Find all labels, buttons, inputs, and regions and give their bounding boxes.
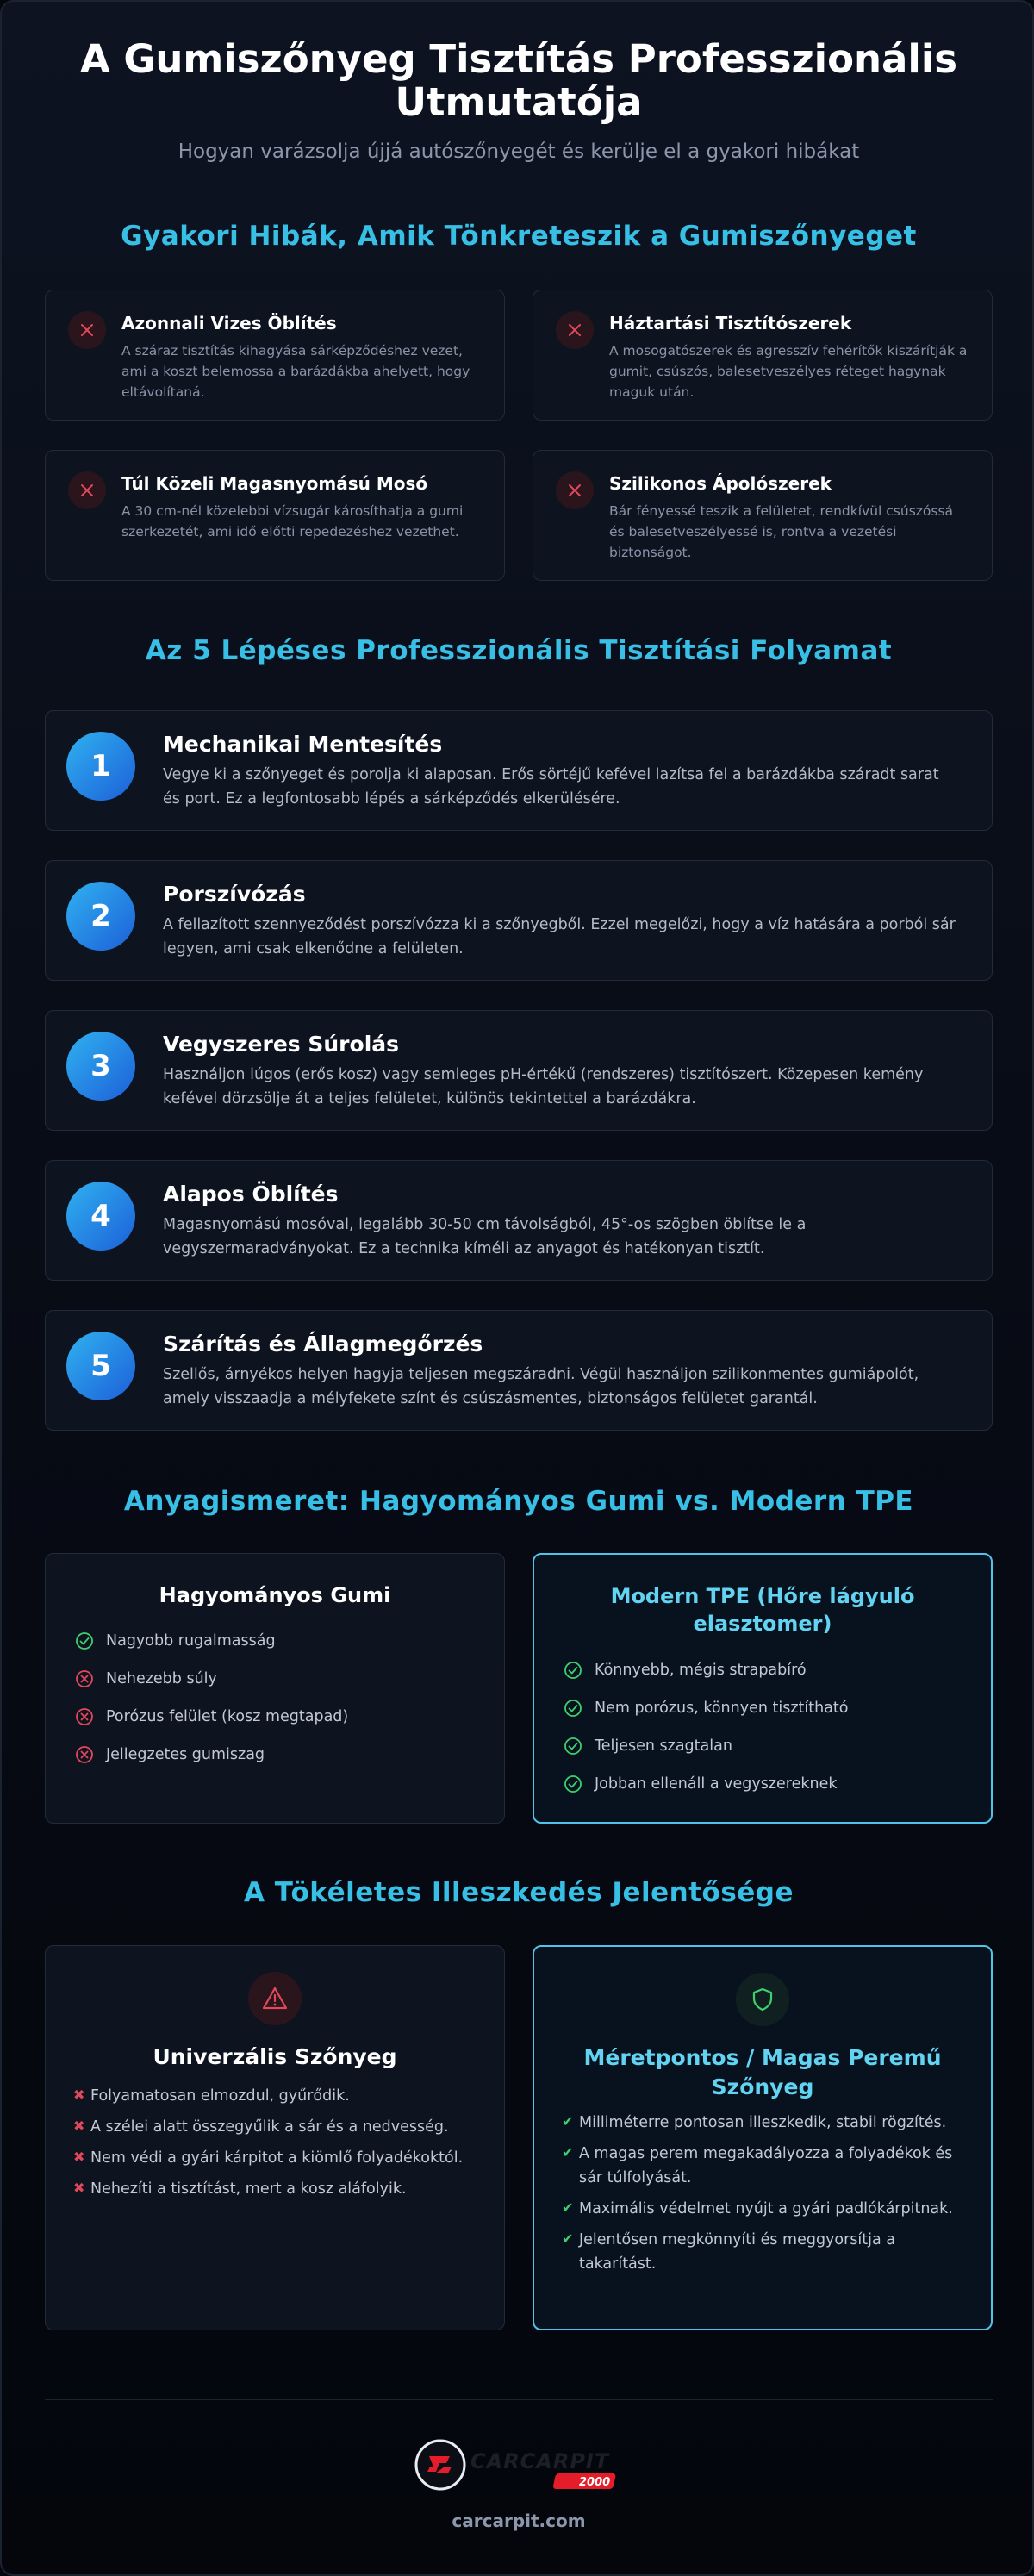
step-text: A fellazított szennyeződést porszívózza ki a szőnyegből. Ezzel megelőzi, hogy a víz hatására a porból sár legyen, ami csak elkenődne a felületen. xyxy=(163,916,956,957)
mistake-title: Túl Közeli Magasnyomású Mosó xyxy=(121,473,428,494)
step-number: 5 xyxy=(66,1332,135,1400)
list-item: Könnyebb, mégis strapabíró xyxy=(564,1651,974,1689)
rubber-list xyxy=(75,1622,487,1774)
x-circle-icon xyxy=(75,1669,94,1688)
step-text: Szellős, árnyékos helyen hagyja teljesen megszáradni. Végül használjon szilikonmentes gumiápolót, amely visszaadja a mélyfekete színt és csúszásmentes, biztonságos felületet garantál. xyxy=(163,1366,919,1407)
custom-mat-card xyxy=(533,1945,993,2330)
step-number: 3 xyxy=(66,1032,135,1101)
logo-wordmark: CARCARPIT xyxy=(470,2449,610,2473)
check-mark-icon: ✔ xyxy=(562,2199,574,2216)
mistake-title: Azonnali Vizes Öblítés xyxy=(121,313,337,334)
mistake-text: A 30 cm-nél közelebbi vízsugár károsíthatja a gumi szerkezetét, ami idő előtti repedezéshez vezethet. xyxy=(121,503,464,540)
mistake-card xyxy=(45,290,505,421)
tpe-card xyxy=(533,1553,993,1824)
step-number: 2 xyxy=(66,882,135,951)
check-circle-icon xyxy=(564,1699,582,1718)
check-mark-icon: ✔ xyxy=(562,2230,574,2247)
tpe-title: Modern TPE (Hőre lágyuló elasztomer) xyxy=(610,1584,915,1637)
list-item: Nagyobb rugalmasság xyxy=(75,1622,487,1660)
universal-mat-list xyxy=(73,2084,470,2208)
list-item: ✖ Nem védi a gyári kárpitot a kiömlő folyadékoktól. xyxy=(73,2146,470,2170)
mistake-card xyxy=(533,450,993,581)
list-item: ✔ Milliméterre pontosan illeszkedik, stabil rögzítés. xyxy=(562,2111,956,2135)
check-circle-icon xyxy=(75,1631,94,1650)
x-circle-icon xyxy=(75,1745,94,1764)
x-mark-icon: ✖ xyxy=(73,2118,85,2134)
mistake-title: Szilikonos Ápolószerek xyxy=(609,473,832,494)
check-mark-icon: ✔ xyxy=(562,2144,574,2161)
step-title: Mechanikai Mentesítés xyxy=(163,732,443,757)
fit-section-title: A Tökéletes Illeszkedés Jelentősége xyxy=(243,1877,794,1908)
footer-divider xyxy=(45,2399,993,2400)
list-item: ✔ A magas perem megakadályozza a folyadékok és sár túlfolyását. xyxy=(562,2142,956,2190)
list-item: ✖ A szélei alatt összegyűlik a sár és a nedvesség. xyxy=(73,2115,470,2139)
step-text: Magasnyomású mosóval, legalább 30-50 cm távolságból, 45°-os szögben öblítse le a vegyszermaradványokat. Ez a technika kíméli az anyagot és hatékonyan tisztít. xyxy=(163,1216,807,1257)
universal-mat-title: Univerzális Szőnyeg xyxy=(153,2044,397,2069)
step-card xyxy=(45,1010,993,1131)
page-title: A Gumiszőnyeg Tisztítás Professzionális Utmutatója xyxy=(79,36,958,126)
check-circle-icon xyxy=(564,1661,582,1680)
shield-icon xyxy=(736,1973,789,2026)
step-title: Vegyszeres Súrolás xyxy=(163,1032,400,1057)
rubber-title: Hagyományos Gumi xyxy=(159,1583,391,1607)
step-text: Vegye ki a szőnyeget és porolja ki alaposan. Erős sörtéjű kefével lazítsa fel a barázdákba száradt sarat és port. Ez a legfontosabb lépés a sárképződés elkerülésére. xyxy=(163,766,939,808)
step-number: 4 xyxy=(66,1182,135,1251)
carcarpit-logo xyxy=(414,2437,629,2492)
x-mark-icon: ✖ xyxy=(73,2086,85,2103)
step-title: Alapos Öblítés xyxy=(163,1182,339,1207)
close-icon xyxy=(556,471,594,509)
close-icon xyxy=(556,311,594,349)
steps-section-title: Az 5 Lépéses Professzionális Tisztítási Folyamat xyxy=(145,635,893,666)
step-title: Szárítás és Állagmegőrzés xyxy=(163,1332,483,1357)
step-card xyxy=(45,1310,993,1431)
step-card xyxy=(45,1160,993,1281)
universal-mat-card xyxy=(45,1945,505,2330)
check-circle-icon xyxy=(564,1737,582,1756)
list-item: Jellegzetes gumiszag xyxy=(75,1736,487,1774)
tpe-list xyxy=(564,1651,974,1803)
list-item: ✔ Jelentősen megkönnyíti és meggyorsítja a takarítást. xyxy=(562,2228,956,2276)
check-mark-icon: ✔ xyxy=(562,2113,574,2130)
hero-header xyxy=(2,38,1034,163)
close-icon xyxy=(68,471,106,509)
list-item: ✖ Folyamatosan elmozdul, gyűrődik. xyxy=(73,2084,470,2108)
mistake-title: Háztartási Tisztítószerek xyxy=(609,313,852,334)
materials-section-title: Anyagismeret: Hagyományos Gumi vs. Modern TPE xyxy=(123,1486,914,1517)
page-subtitle: Hogyan varázsolja újjá autószőnyegét és kerülje el a gyakori hibákat xyxy=(178,140,860,163)
mistake-card xyxy=(533,290,993,421)
mistake-text: Bár fényessé teszik a felületet, rendkívül csúszóssá és balesetveszélyessé is, rontva a vezetési biztonságot. xyxy=(609,503,954,561)
check-circle-icon xyxy=(564,1775,582,1793)
custom-mat-title: Méretpontos / Magas Peremű Szőnyeg xyxy=(583,2045,942,2099)
mistake-text: A mosogatószerek és agresszív fehérítők kiszárítják a gumit, csúszós, balesetveszélyes réteget hagynak maguk után. xyxy=(609,343,968,401)
mistakes-section-title: Gyakori Hibák, Amik Tönkreteszik a Gumiszőnyeget xyxy=(121,221,917,252)
rubber-card xyxy=(45,1553,505,1824)
custom-mat-list xyxy=(562,2111,956,2283)
list-item: ✖ Nehezíti a tisztítást, mert a kosz aláfolyik. xyxy=(73,2177,470,2201)
list-item: Nehezebb súly xyxy=(75,1660,487,1698)
list-item: Jobban ellenáll a vegyszereknek xyxy=(564,1765,974,1803)
step-number: 1 xyxy=(66,732,135,801)
list-item: Teljesen szagtalan xyxy=(564,1727,974,1765)
mistake-card xyxy=(45,450,505,581)
x-mark-icon: ✖ xyxy=(73,2149,85,2165)
step-text: Használjon lúgos (erős kosz) vagy semleges pH-értékű (rendszeres) tisztítószert. Közepesen kemény kefével dörzsölje át a teljes felületet, különös tekintettel a barázdákra. xyxy=(163,1066,924,1107)
list-item: Porózus felület (kosz megtapad) xyxy=(75,1698,487,1736)
close-icon xyxy=(68,311,106,349)
step-title: Porszívózás xyxy=(163,882,306,907)
x-circle-icon xyxy=(75,1707,94,1726)
x-mark-icon: ✖ xyxy=(73,2180,85,2196)
list-item: ✔ Maximális védelmet nyújt a gyári padlókárpitnak. xyxy=(562,2197,956,2221)
step-card xyxy=(45,710,993,831)
step-card xyxy=(45,860,993,981)
mistake-text: A száraz tisztítás kihagyása sárképződéshez vezet, ami a koszt belemossa a barázdákba ahelyett, hogy eltávolítaná. xyxy=(121,343,470,401)
warning-triangle-icon xyxy=(248,1972,302,2025)
site-link[interactable]: carcarpit.com xyxy=(452,2511,586,2531)
logo-badge: 2000 xyxy=(579,2476,611,2489)
list-item: Nem porózus, könnyen tisztítható xyxy=(564,1689,974,1727)
